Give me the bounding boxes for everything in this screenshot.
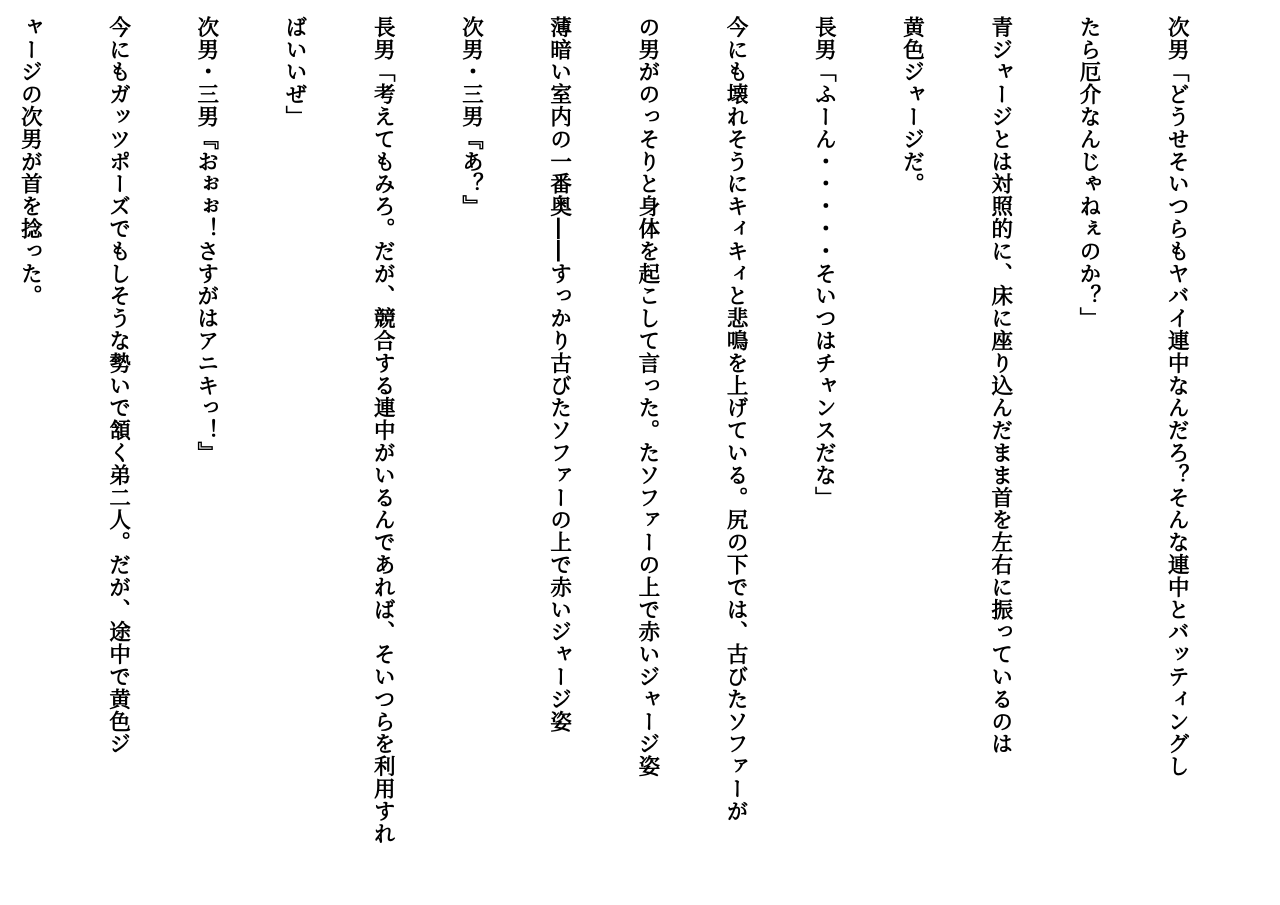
text-line: 次男・三男『あ？』 (458, 16, 484, 218)
text-line: 次男「どうせそいつらもヤバイ連中なんだろ？そんな連中とバッティングし (1164, 16, 1190, 778)
text-line: 次男・三男『おぉぉ！さすがはアニキっ！』 (193, 16, 219, 464)
text-line: 長男「考えてもみろ。だが、競合する連中がいるんであれば、そいつらを利用すれ (370, 16, 396, 845)
text-line: 黄色ジャージだ。 (899, 16, 925, 196)
text-line: 今にも壊れそうにキィキィと悲鳴を上げている。尻の下では、古びたソファーが (723, 16, 749, 823)
text-line: ばいいぜ」 (282, 16, 307, 128)
text-line: たら厄介なんじゃねぇのか？」 (1075, 16, 1101, 330)
text-line: 薄暗い室内の一番奥――すっかり古びたソファーの上で赤いジャージ姿 (546, 16, 572, 733)
text-line: 長男「ふーん・・・・・そいつはチャンスだな」 (811, 16, 837, 509)
text-line: の男がのっそりと身体を起こして言った。たソファーの上で赤いジャージ姿 (634, 16, 660, 778)
text-line: ャージの次男が首を捻った。 (17, 16, 43, 308)
text-line: 今にもガッツポーズでもしそうな勢いで頷く弟二人。だが、途中で黄色ジ (105, 16, 131, 756)
vertical-text-block (17, 16, 1250, 896)
text-line: 青ジャージとは対照的に、床に座り込んだまま首を左右に振っているのは (987, 16, 1013, 756)
